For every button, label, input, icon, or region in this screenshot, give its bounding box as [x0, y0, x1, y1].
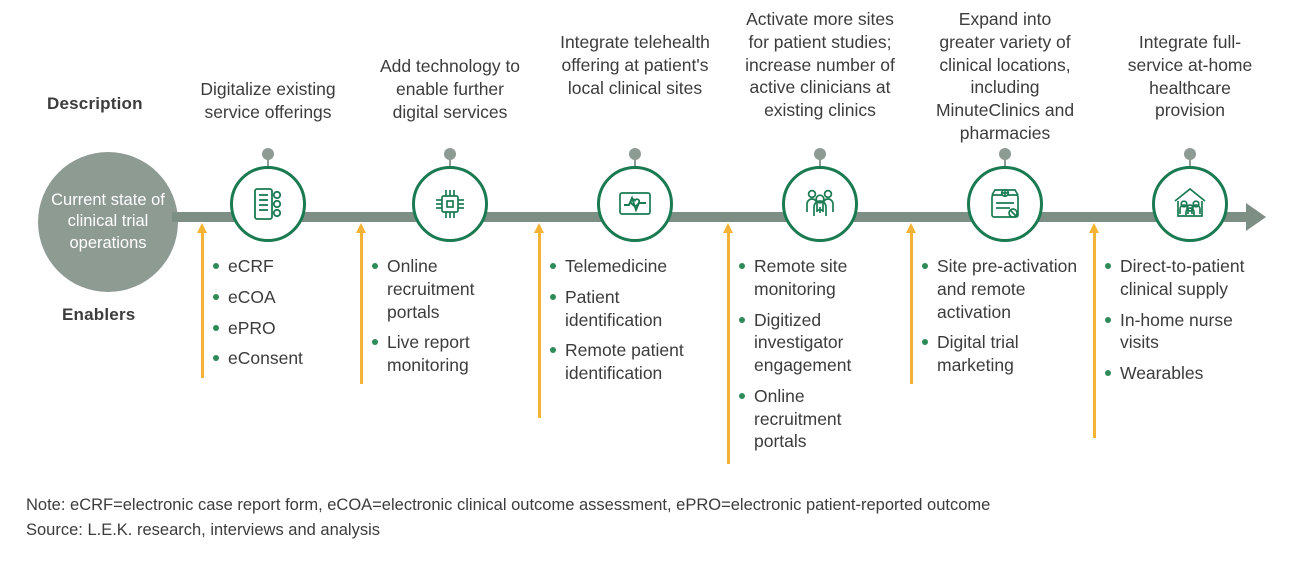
- current-state-circle: Current state of clinical trial operations: [38, 152, 178, 292]
- stage-description: Expand into greater variety of clinical locations, including MinuteClinics and pharmacies: [935, 9, 1075, 143]
- enablers-row-label: Enablers: [62, 305, 136, 324]
- timeline-arrowhead: [1246, 203, 1266, 231]
- stage-node: [230, 166, 306, 242]
- list-item: Digital trial marketing: [922, 331, 1078, 377]
- enabler-arrow: [538, 232, 541, 418]
- pharmacy-store-icon: [967, 166, 1043, 242]
- list-item: In-home nurse visits: [1105, 309, 1261, 355]
- list-item: Online recruitment portals: [739, 385, 895, 453]
- list-item: Remote patient identification: [550, 339, 710, 385]
- enabler-list: [372, 255, 528, 385]
- clinicians-group-icon: [782, 166, 858, 242]
- enabler-arrow: [360, 232, 363, 384]
- stage-description: Digitalize existing service offerings: [200, 79, 336, 122]
- list-item: eCOA: [213, 286, 369, 309]
- list-item: ePRO: [213, 317, 369, 340]
- clipboard-form-icon: [230, 166, 306, 242]
- list-item: Wearables: [1105, 362, 1261, 385]
- enabler-arrow: [201, 232, 204, 378]
- enabler-arrow: [910, 232, 913, 384]
- stage-description: Integrate telehealth offering at patient's local clinical sites: [560, 32, 710, 98]
- list-item: eConsent: [213, 347, 369, 370]
- enabler-list: [922, 255, 1078, 385]
- list-item: Patient identification: [550, 286, 710, 332]
- stage-node: [412, 166, 488, 242]
- monitor-heartbeat-icon: [597, 166, 673, 242]
- home-care-icon: [1152, 166, 1228, 242]
- stage-node: [782, 166, 858, 242]
- list-item: Direct-to-patient clinical supply: [1105, 255, 1261, 301]
- footnote-note: Note: eCRF=electronic case report form, eCOA=electronic clinical outcome assessment, ePRO=electronic patient-reported outcome: [26, 496, 991, 514]
- circuit-chip-icon: [412, 166, 488, 242]
- timeline-bar: [172, 212, 1250, 222]
- list-item: Live report monitoring: [372, 331, 528, 377]
- stage-description: Activate more sites for patient studies; increase number of active clinicians at existing clinics: [745, 9, 895, 120]
- list-item: Remote site monitoring: [739, 255, 895, 301]
- enabler-list: [1105, 255, 1261, 393]
- stage-node: [597, 166, 673, 242]
- list-item: Digitized investigator engagement: [739, 309, 895, 377]
- enabler-list: [550, 255, 710, 393]
- list-item: eCRF: [213, 255, 369, 278]
- list-item: Site pre-activation and remote activation: [922, 255, 1078, 323]
- stage-node: [1152, 166, 1228, 242]
- enabler-arrow: [1093, 232, 1096, 438]
- enabler-list: [739, 255, 895, 461]
- list-item: Telemedicine: [550, 255, 710, 278]
- list-item: Online recruitment portals: [372, 255, 528, 323]
- stage-description: Integrate full-service at-home healthcare provision: [1127, 32, 1253, 121]
- description-row-label: Description: [47, 94, 143, 113]
- enabler-list: [213, 255, 369, 378]
- footnote-source: Source: L.E.K. research, interviews and analysis: [26, 521, 381, 539]
- stage-node: [967, 166, 1043, 242]
- stage-description: Add technology to enable further digital services: [379, 56, 521, 122]
- enabler-arrow: [727, 232, 730, 464]
